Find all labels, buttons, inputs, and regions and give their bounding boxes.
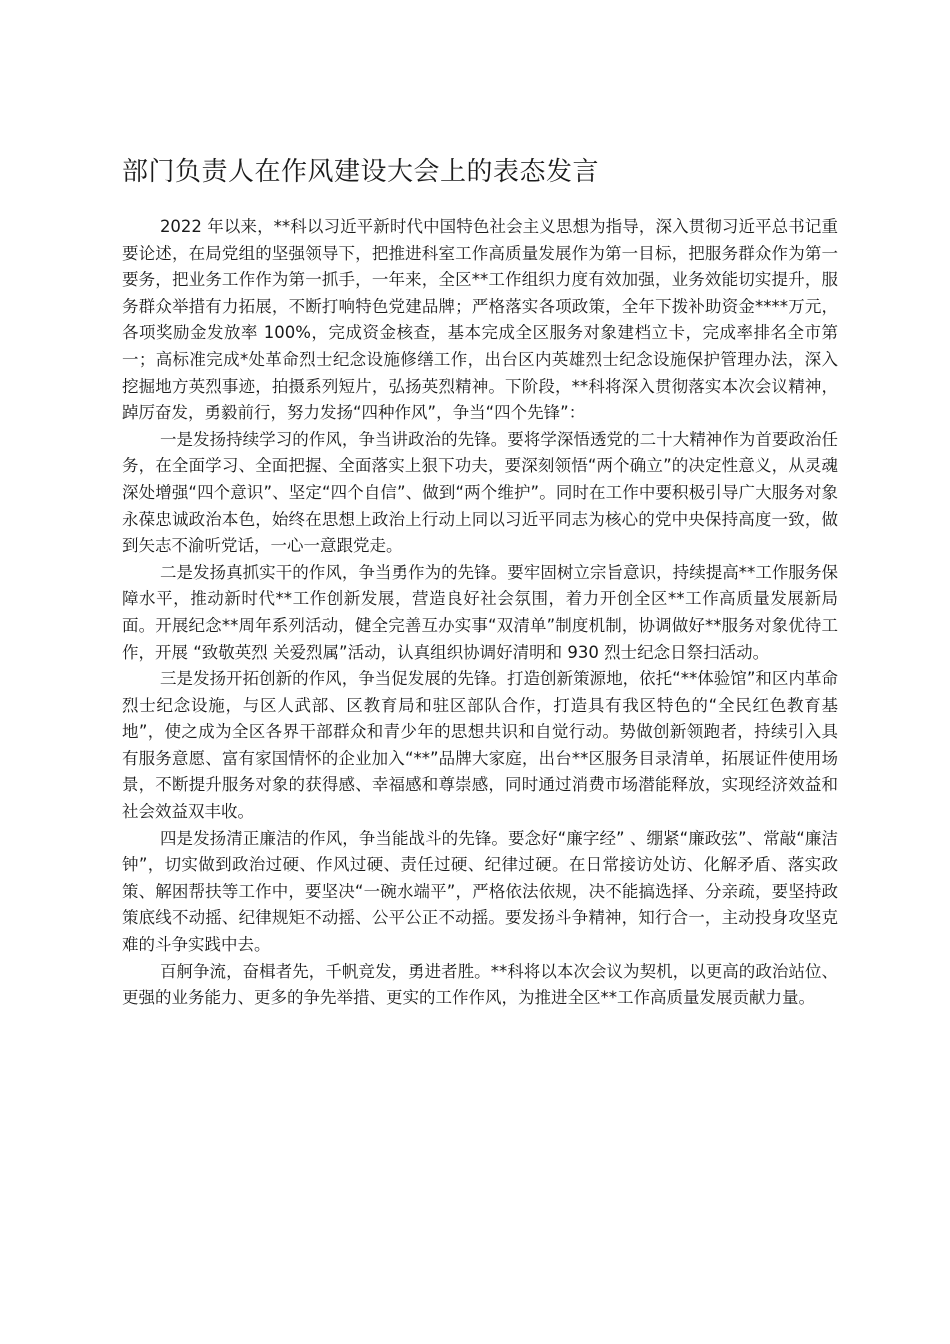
paragraph-point-1: 一是发扬持续学习的作风，争当讲政治的先锋。要将学深悟透党的二十大精神作为首要政治任务，在全面学习、全面把握、全面落实上狠下功夫，要深刻领悟“两个确立”的决定性意义，从灵魂深处增强“四个意识”、坚定“四个自信”、做到“两个维护”。同时在工作中要积极引导广大服务对象永葆忠诚政治本色，始终在思想上政治上行动上同以习近平同志为核心的党中央保持高度一致，做到矢志不渝听党话，一心一意跟党走。 <box>122 429 838 556</box>
paragraph-point-3: 三是发扬开拓创新的作风，争当促发展的先锋。打造创新策源地，依托“**体验馆”和区内革命烈士纪念设施，与区人武部、区教育局和驻区部队合作，打造具有我区特色的“全民红色教育基地”，使之成为全区各界干部群众和青少年的思想共识和自觉行动。势做创新领跑者，持续引入具有服务意愿、富有家国情怀的企业加入“**”品牌大家庭，出台**区服务目录清单，拓展证件使用场景，不断提升服务对象的获得感、幸福感和尊崇感，同时通过消费市场潜能释放，实现经济效益和社会效益双丰收。 <box>122 669 838 822</box>
paragraph-intro: 2022 年以来，**科以习近平新时代中国特色社会主义思想为指导，深入贯彻习近平总书记重要论述，在局党组的坚强领导下，把推进科室工作高质量发展作为第一目标，把服务群众作为第一要务，把业务工作作为第一抓手，一年来，全区**工作组织力度有效加强，业务效能切实提升，服务群众举措有力拓展，不断打响特色党建品牌；严格落实各项政策，全年下拨补助资金****万元，各项奖励金发放率 100%，完成资金核查，基本完成全区服务对象建档立卡，完成率排名全市第一；高标准完成*处革命烈士纪念设施修缮工作，出台区内英雄烈士纪念设施保护管理办法，深入挖掘地方英烈事迹，拍摄系列短片，弘扬英烈精神。下阶段，**科将深入贯彻落实本次会议精神，踔厉奋发，勇毅前行，努力发扬“四种作风”，争当“四个先锋”： <box>122 217 838 423</box>
document-page <box>122 150 838 1012</box>
paragraph-point-4: 四是发扬清正廉洁的作风，争当能战斗的先锋。要念好“廉字经” 、绷紧“廉政弦”、常敲“廉洁钟”，切实做到政治过硬、作风过硬、责任过硬、纪律过硬。在日常接访处访、化解矛盾、落实政策、解困帮扶等工作中，要坚决“一碗水端平”，严格依法依规，决不能搞选择、分亲疏，要坚持政策底线不动摇、纪律规矩不动摇、公平公正不动摇。要发扬斗争精神，知行合一，主动投身攻坚克难的斗争实践中去。 <box>122 828 838 955</box>
document-title: 部门负责人在作风建设大会上的表态发言 <box>122 157 600 187</box>
paragraph-conclusion: 百舸争流，奋楫者先，千帆竞发，勇进者胜。**科将以本次会议为契机，以更高的政治站位、更强的业务能力、更多的争先举措、更实的工作作风，为推进全区**工作高质量发展贡献力量。 <box>122 961 838 1008</box>
paragraph-point-2: 二是发扬真抓实干的作风，争当勇作为的先锋。要牢固树立宗旨意识，持续提高**工作服务保障水平，推动新时代**工作创新发展，营造良好社会氛围，着力开创全区**工作高质量发展新局面。开展纪念**周年系列活动，健全完善互办实事“双清单”制度机制，协调做好**服务对象优待工作，开展 “致敬英烈 关爱烈属”活动，认真组织协调好清明和 930 烈士纪念日祭扫活动。 <box>122 562 838 662</box>
